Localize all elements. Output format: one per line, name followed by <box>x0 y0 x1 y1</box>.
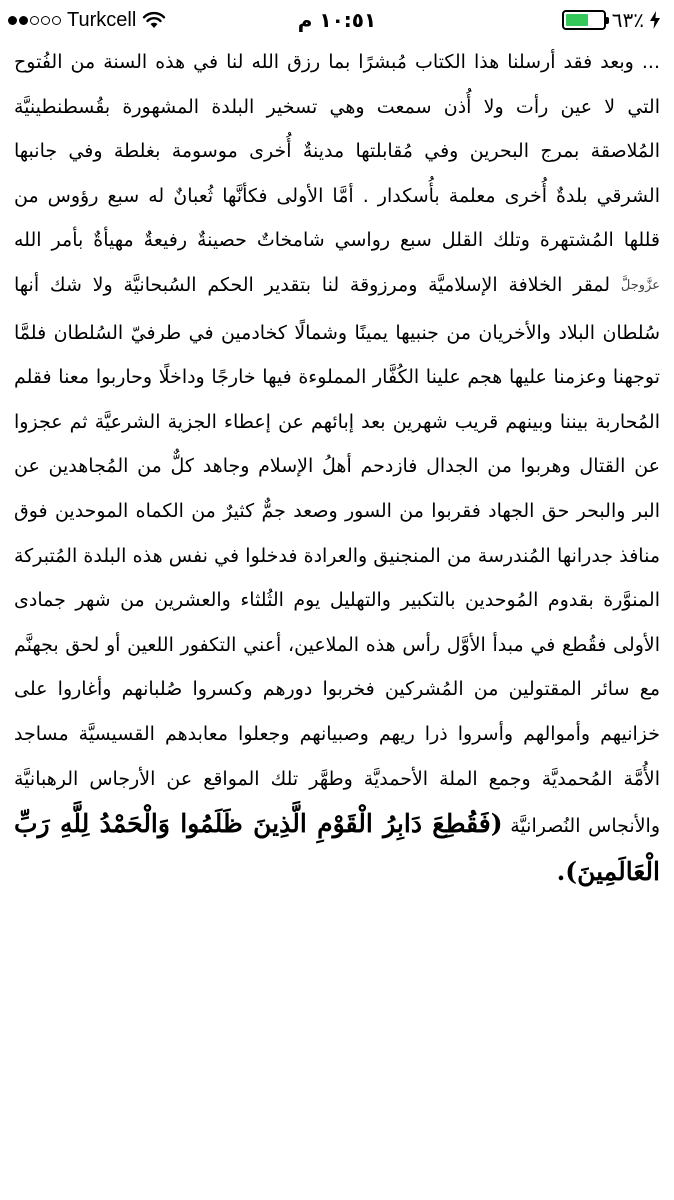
charging-bolt-icon <box>650 11 660 29</box>
article-text-part-2: لمقر الخلافة الإسلاميَّة ومرزوقة لنا بتقدير الحكم السُبحانيَّة ولا شك أنها سُلطان البلاد والأخريان من جنبيها يمينًا وشمالًا كخادمين في طرفيّ السُلطان فلمَّا توجهنا وعزمنا عليها هجم علينا الكُفَّار المملوءة فيها خارجًا وداخلًا وحاربوا معنا فقلم المُحاربة بيننا وبينهم قريب شهرين بعد إبائهم عن إعطاء الجزية الشرعيَّة ثم عجزوا عن القتال وهربوا من الجدال فازدحم أهلُ الإسلام وجاهد كلٌّ من المُجاهدين عن البر والبحر حق الجهاد فقربوا من السور وصعد جمٌّ كثيرٌ من الكماه الموحدين فوق منافذ جدرانها المُندرسة من المنجنيق والعرادة فدخلوا في نفس هذه البلدة المُتبركة المنوَّرة بقدوم المُوحدين بالتكبير والتهليل يوم الثُلثاء والعشرين من شهر جمادى الأولى فقُطع في مبدأ الأوَّل رأس هذه الملاعين، أعني التكفور اللعين أو لحق بجهنَّم مع سائر المقتولين من المُشركين فخربوا دورهم وكسروا صُلبانهم وأغاروا على خزانيهم وأموالهم وأسروا ذرا ريهم وصبيانهم وجعلوا معابدهم القسيسيَّة مساجد الأُمَّة المُحمديَّة وجمع الملة الأحمديَّة وطهَّر تلك المواقع عن الأرجاس الرهبانيَّة والأنجاس النُصرانيَّة <box>14 273 660 838</box>
clock: ١٠:٥١ م <box>297 8 377 32</box>
article-paragraph <box>14 40 660 896</box>
carrier-name: Turkcell <box>67 8 137 31</box>
status-bar <box>0 0 674 40</box>
battery-level-fill <box>566 14 589 26</box>
article-body <box>14 40 660 896</box>
battery-icon <box>562 10 606 30</box>
quran-verse: (فَقُطِعَ دَابِرُ الْقَوْمِ الَّذِينَ ظَلَمُوا وَالْحَمْدُ لِلَّهِ رَبِّ الْعَالَمِينَ). <box>14 809 660 886</box>
battery-percent: ٦٣٪ <box>611 9 644 32</box>
honorific-calligraphy: عزَّوجلَّ <box>620 277 660 293</box>
status-right-group <box>562 7 660 33</box>
article-text-part-1: ... وبعد فقد أرسلنا هذا الكتاب مُبشرًا بما رزق الله لنا في هذه السنة من الفُتوح التي لا عين رأت ولا أُذن سمعت وهي تسخير البلدة المشهورة بقُسطنطينيَّة المُلاصقة بمرج البحرين وفي مُقابلتها مدينةٌ أُخرى موسومة بغلطة وفي جانبها الشرقي بلدةٌ أُخرى معلمة بأُسكدار . أمَّا الأولى فكأنَّها ثُعبانٌ له سبع رؤوس من قللها المُشتهرة وتلك القلل سبع رواسي شامخاتٌ حصينةٌ رفيعةٌ مهيأةٌ بأمر الله <box>14 51 660 252</box>
